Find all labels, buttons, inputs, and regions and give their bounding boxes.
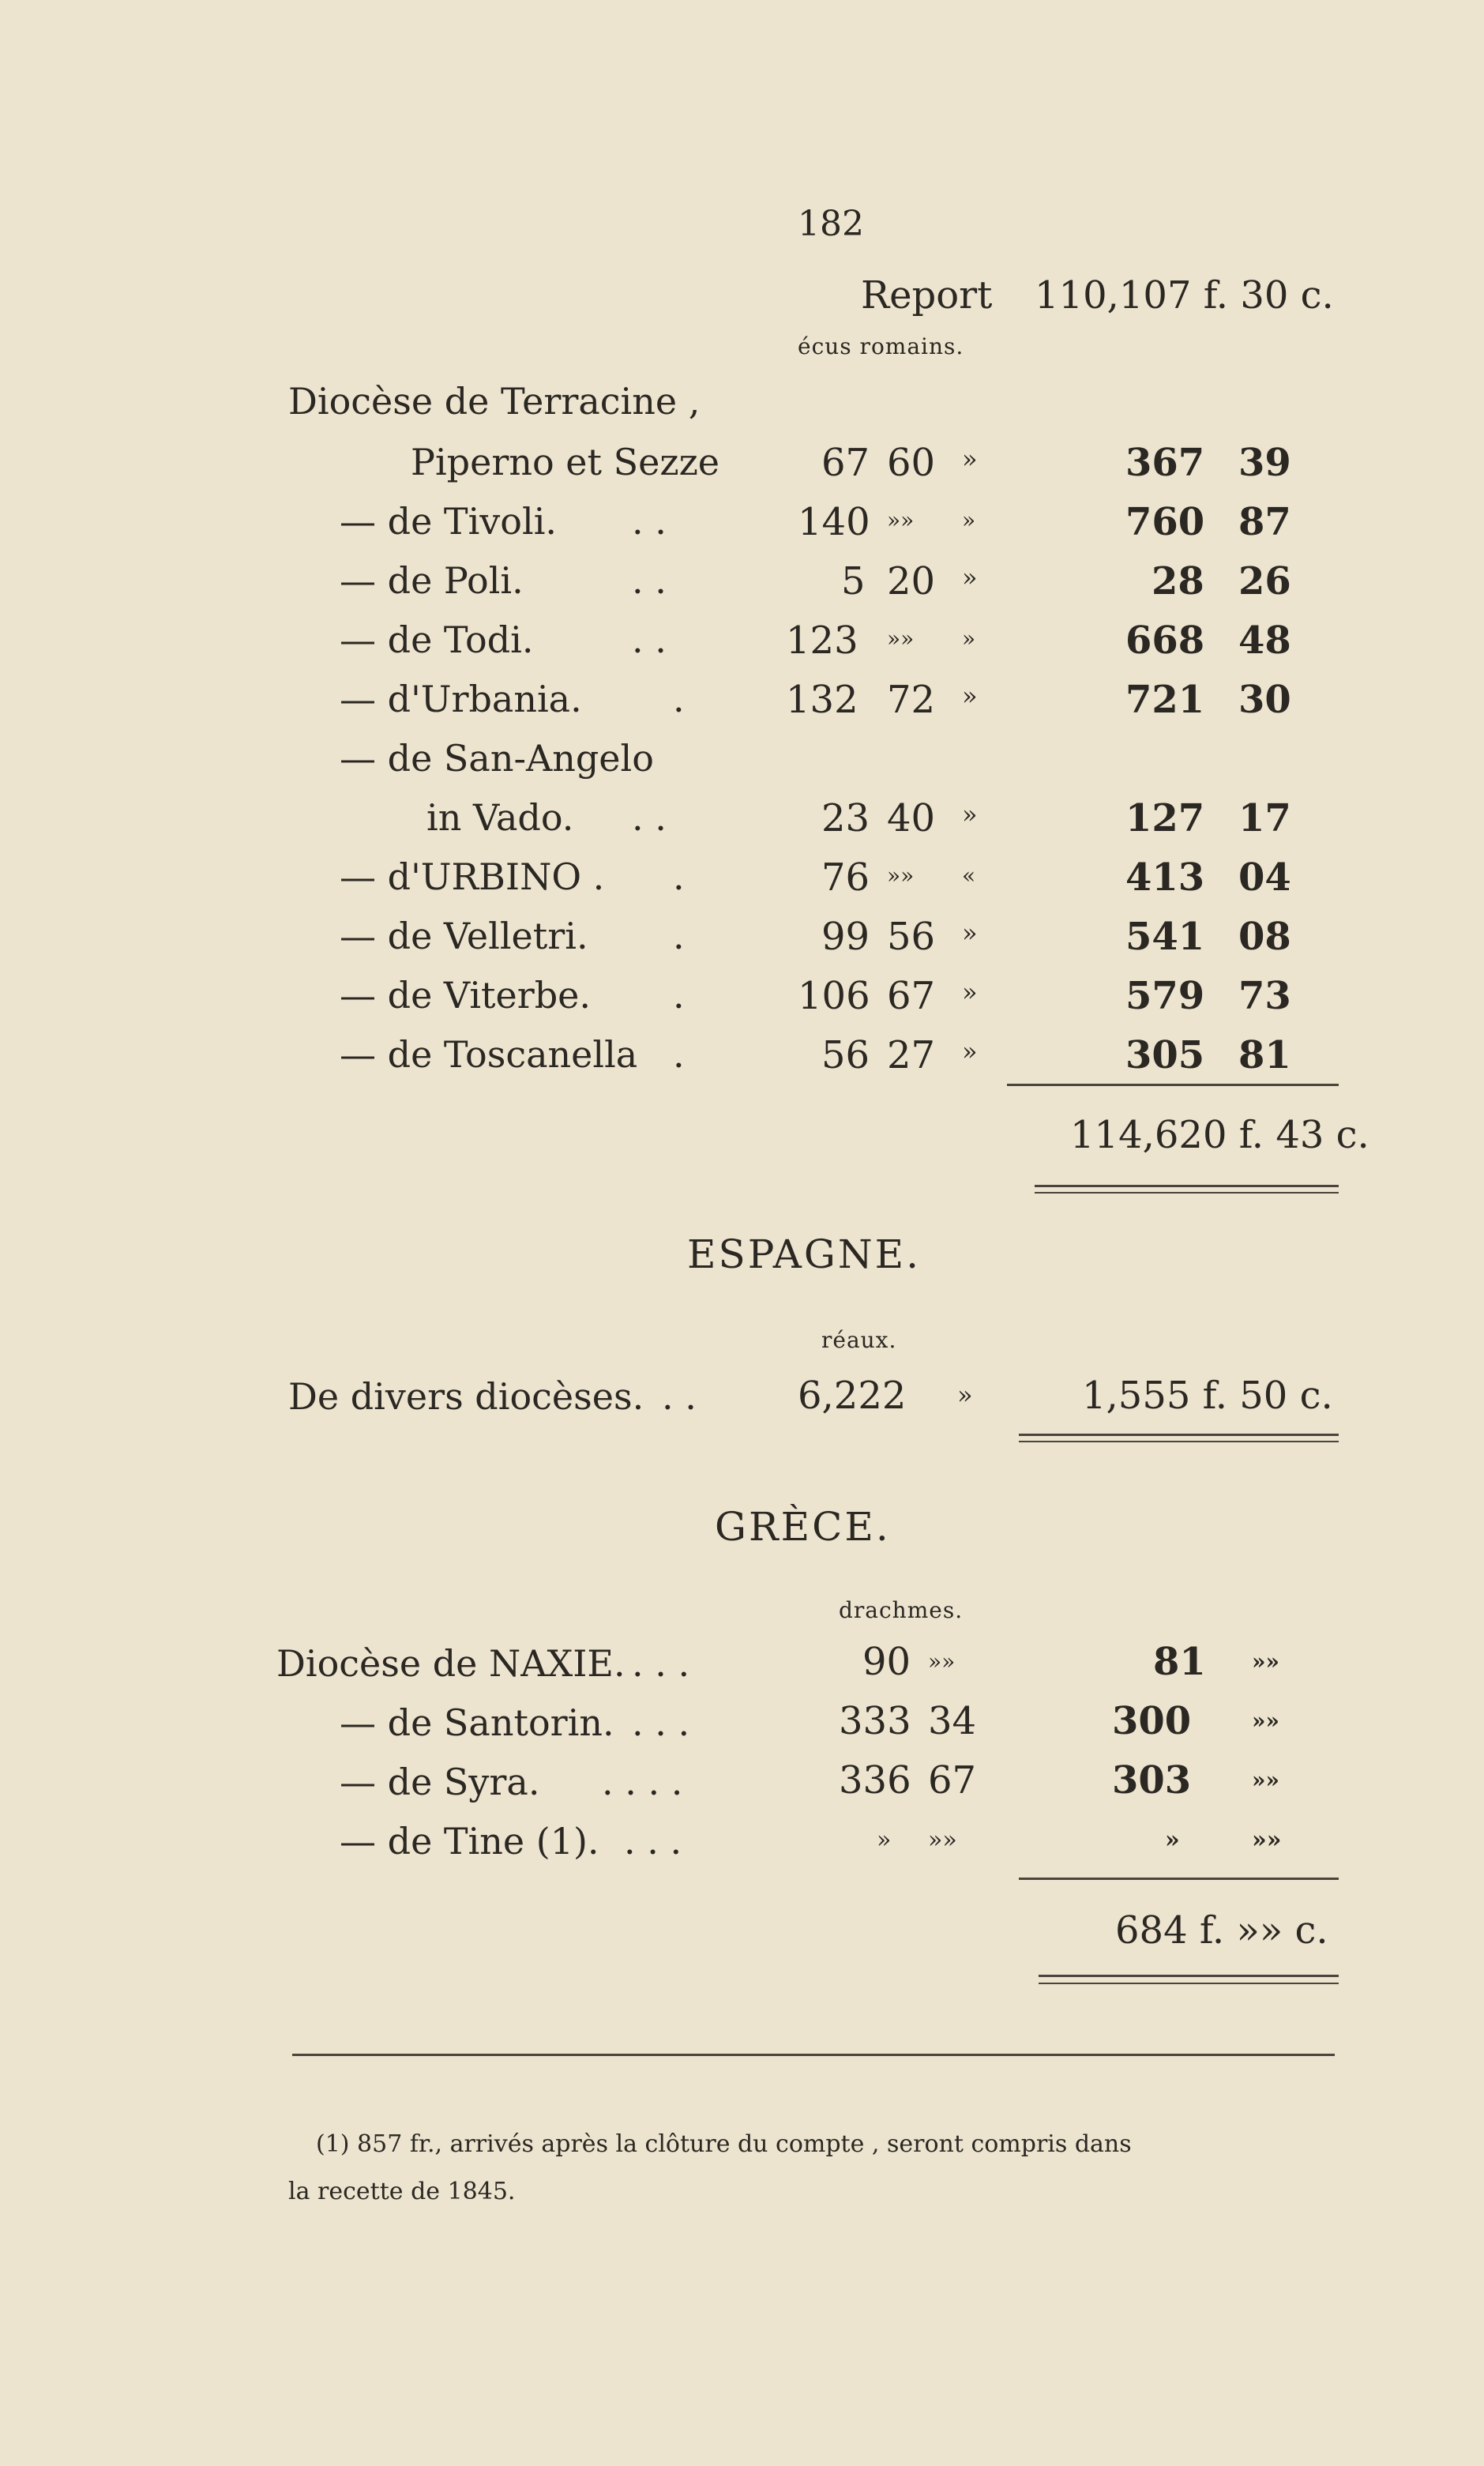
drachmes-unit-label: drachmes. [839, 1597, 964, 1623]
row-amount-cents: 81 [1238, 1033, 1291, 1077]
row-dots: . . [632, 618, 667, 661]
diocese-terracine-line1: Diocèse de Terracine , [288, 380, 701, 423]
footnote-line1: (1) 857 fr., arrivés après la clôture du compte , seront compris dans [316, 2130, 1132, 2158]
report-label: Report [861, 273, 993, 318]
row-dots: . [673, 1033, 685, 1076]
row-value-col2: »» [887, 507, 915, 533]
total-double-rule-top [1035, 1185, 1339, 1187]
row-label: — de Poli. [340, 559, 524, 602]
grece-total: 684 f. »» c. [1115, 1908, 1328, 1953]
row-label: — de Syra. [340, 1761, 540, 1803]
row-label: — de Velletri. [340, 915, 588, 957]
row-value-col3: » [962, 918, 978, 948]
row-amount-francs: 300 [1112, 1699, 1192, 1743]
row-amount-francs: 367 [1125, 441, 1205, 485]
row-amount-cents: 08 [1238, 915, 1291, 959]
row-label: — de Tine (1). [340, 1820, 599, 1863]
row-value-col2: »» [887, 863, 915, 889]
row-amount-francs: » [1165, 1826, 1180, 1854]
row-value-col2: 56 [887, 915, 936, 959]
row-dots: . . [632, 559, 667, 602]
row-value-col1: 140 [798, 500, 870, 544]
row-amount-francs: 721 [1125, 678, 1205, 722]
grece-subtotal-rule [1019, 1878, 1339, 1880]
row-amount-francs: 81 [1153, 1640, 1206, 1684]
row-dots: . . [632, 796, 667, 839]
terracine-total: 114,620 f. 43 c. [1070, 1113, 1369, 1157]
row-value-col1: 123 [786, 618, 858, 663]
row-value-col2: »» [887, 626, 915, 652]
row-amount-cents: »» [1252, 1826, 1282, 1854]
row-amount-cents: »» [1252, 1767, 1279, 1793]
row-dots: . [673, 855, 685, 898]
espagne-total: 1,555 f. 50 c. [1082, 1374, 1333, 1418]
row-amount-francs: 413 [1125, 855, 1205, 900]
row-dots: . [673, 974, 685, 1017]
row-label: — d'URBINO . [340, 855, 605, 898]
total-double-rule-bottom [1035, 1192, 1339, 1194]
row-value-col3: » [962, 444, 978, 474]
espagne-double-rule-bottom [1019, 1441, 1339, 1442]
row-dots: . . [632, 500, 667, 543]
row-amount-francs: 127 [1125, 796, 1205, 840]
row-amount-francs: 28 [1152, 559, 1204, 603]
row-value-col2: »» [928, 1648, 956, 1675]
row-label: — de San-Angelo [340, 737, 654, 780]
diocese-terracine-line2: Piperno et Sezze [411, 441, 720, 483]
row-amount-cents: 87 [1238, 500, 1291, 544]
row-value-col1: 106 [798, 974, 870, 1018]
espagne-dots: . . [662, 1375, 697, 1418]
row-label: — de Viterbe. [340, 974, 592, 1017]
row-dots: . . . [624, 1820, 682, 1863]
row-value-col1: 23 [821, 796, 870, 840]
row-label: — de Santorin. [340, 1701, 614, 1744]
row-label: — de Tivoli. [340, 500, 558, 543]
row-amount-cents: 17 [1238, 796, 1291, 840]
section-heading-espagne: ESPAGNE. [687, 1231, 921, 1277]
row-value-col2: 34 [928, 1699, 977, 1743]
row-value-col1: 56 [821, 1033, 870, 1077]
row-label: — de Toscanella [340, 1033, 638, 1076]
row-value-col3: » [962, 507, 976, 533]
row-value-col2: 20 [887, 559, 936, 603]
row-amount-cents: »» [1252, 1648, 1279, 1675]
row-label: — d'Urbania. [340, 678, 582, 720]
row-amount-cents: 73 [1238, 974, 1291, 1018]
row-amount-cents: 26 [1238, 559, 1291, 603]
row-dots: . [673, 678, 685, 720]
footnote-separator [292, 2054, 1335, 2056]
subtotal-rule [1007, 1084, 1339, 1086]
row-value-col1: 336 [839, 1758, 911, 1803]
row-value-col2: 27 [887, 1033, 936, 1077]
row-value-col3: « [962, 863, 976, 889]
footnote-line2: la recette de 1845. [288, 2178, 516, 2205]
row-value-col1: 132 [786, 678, 858, 722]
row-label: in Vado. [426, 796, 574, 839]
row-amount-cents: »» [1252, 1708, 1279, 1734]
section-heading-grece: GRÈCE. [715, 1504, 891, 1550]
row-amount-francs: 541 [1125, 915, 1205, 959]
roman-unit-label: écus romains. [798, 333, 964, 359]
row-value-col2: 67 [928, 1758, 977, 1803]
row-value-col1: 5 [841, 559, 866, 603]
row-value-col1: 333 [839, 1699, 911, 1743]
row-value-col1: » [877, 1826, 892, 1854]
row-value-col1: 67 [821, 441, 870, 485]
report-amount: 110,107 f. 30 c. [1035, 273, 1334, 318]
espagne-amount: 6,222 [798, 1374, 907, 1418]
row-amount-cents: 48 [1238, 618, 1291, 663]
row-label: — de Todi. [340, 618, 534, 661]
row-amount-francs: 579 [1125, 974, 1205, 1018]
row-value-col1: 90 [862, 1640, 911, 1684]
row-value-col1: 99 [821, 915, 870, 959]
row-value-col2: 72 [887, 678, 936, 722]
row-value-col3: » [962, 977, 978, 1007]
grece-double-rule-bottom [1039, 1983, 1339, 1984]
row-value-col1: 76 [821, 855, 870, 900]
espagne-label: De divers diocèses. [288, 1375, 644, 1418]
row-dots: . . . [632, 1701, 690, 1744]
row-value-col2: 60 [887, 441, 936, 485]
espagne-double-rule-top [1019, 1434, 1339, 1436]
row-value-col3: » [962, 1036, 978, 1066]
row-amount-francs: 305 [1125, 1033, 1205, 1077]
row-amount-francs: 760 [1125, 500, 1205, 544]
row-value-col3: » [962, 562, 978, 592]
row-value-col3: » [962, 799, 978, 829]
reaux-unit-label: réaux. [821, 1327, 897, 1353]
row-value-col3: » [962, 681, 978, 711]
row-amount-cents: 30 [1238, 678, 1291, 722]
row-value-col2: 40 [887, 796, 936, 840]
row-amount-cents: 39 [1238, 441, 1291, 485]
page-number: 182 [798, 204, 864, 244]
row-value-col3: » [962, 626, 976, 652]
grece-double-rule-top [1039, 1975, 1339, 1977]
espagne-mark: » [957, 1380, 973, 1410]
row-value-col2: 67 [887, 974, 936, 1018]
row-amount-francs: 303 [1112, 1758, 1192, 1803]
row-dots: . [673, 915, 685, 957]
row-dots: . . . [632, 1642, 690, 1685]
row-amount-francs: 668 [1125, 618, 1205, 663]
row-label: Diocèse de NAXIE. [276, 1642, 626, 1685]
row-amount-cents: 04 [1238, 855, 1291, 900]
row-value-col2: »» [928, 1826, 957, 1854]
row-dots: . . . . [602, 1761, 683, 1803]
